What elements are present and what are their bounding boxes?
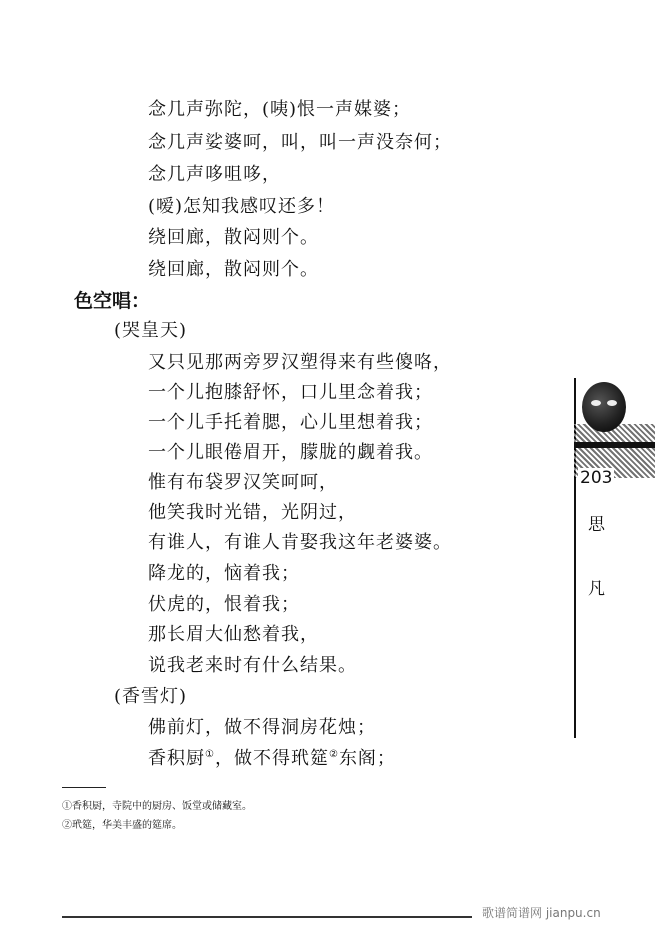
section-heading: 色空唱： xyxy=(74,290,151,312)
lyric-line: 惟有布袋罗汉笑呵呵， xyxy=(148,472,338,493)
lyric-line xyxy=(148,744,396,770)
lyric-line: 念几声哆咀哆， xyxy=(148,164,281,185)
lyric-line: 佛前灯，做不得洞房花烛； xyxy=(148,717,376,738)
tune-name: (香雪灯) xyxy=(114,686,188,707)
footnote-ref: ② xyxy=(328,749,339,760)
mask-eye xyxy=(607,400,617,406)
sidebar-band xyxy=(574,442,655,448)
lyric-line: (嗳)怎知我感叹还多！ xyxy=(148,196,336,217)
page-number: 203 xyxy=(580,468,613,488)
lyric-line: 又只见那两旁罗汉塑得来有些傻咯， xyxy=(148,352,452,373)
lyric-line: 说我老来时有什么结果。 xyxy=(148,655,357,676)
section-title-char: 思 xyxy=(588,515,605,535)
section-title-char: 凡 xyxy=(588,579,605,599)
lyric-text: ，做不得玳筵 xyxy=(214,748,329,769)
tune-name: (哭皇天) xyxy=(114,320,188,341)
page-sidebar xyxy=(574,378,655,738)
lyric-line: 念几声弥陀，(咦)恨一声媒婆； xyxy=(148,99,412,120)
bottom-rule xyxy=(62,916,472,918)
lyric-line: 降龙的，恼着我； xyxy=(148,563,300,584)
watermark: 歌谱简谱网 jianpu.cn xyxy=(482,906,601,920)
opera-mask-emblem xyxy=(582,382,626,432)
lyric-line: 念几声娑婆呵，叫，叫一声没奈何； xyxy=(148,132,452,153)
lyric-text: 东阁； xyxy=(338,748,396,769)
mask-eye xyxy=(591,400,601,406)
lyric-line: 绕回廊，散闷则个。 xyxy=(148,259,319,280)
lyric-line: 伏虎的，恨着我； xyxy=(148,594,300,615)
lyric-line: 一个儿眼倦眉开，朦胧的觑着我。 xyxy=(148,442,433,463)
footnote-divider xyxy=(62,787,106,788)
footnote-ref: ① xyxy=(205,749,215,760)
footnote: ②玳筵，华美丰盛的筵席。 xyxy=(62,820,182,831)
lyric-line: 有谁人，有谁人肯娶我这年老婆婆。 xyxy=(148,532,452,553)
footnote: ①香积厨，寺院中的厨房、饭堂或储藏室。 xyxy=(62,801,252,812)
lyric-text: 香积厨 xyxy=(148,748,205,769)
lyric-line: 一个儿抱膝舒怀，口儿里念着我； xyxy=(148,382,433,403)
lyric-line: 他笑我时光错，光阴过， xyxy=(148,502,357,523)
lyric-line: 绕回廊，散闷则个。 xyxy=(148,227,319,248)
lyric-line: 一个儿手托着腮，心儿里想着我； xyxy=(148,412,433,433)
lyric-line: 那长眉大仙愁着我， xyxy=(148,624,319,645)
